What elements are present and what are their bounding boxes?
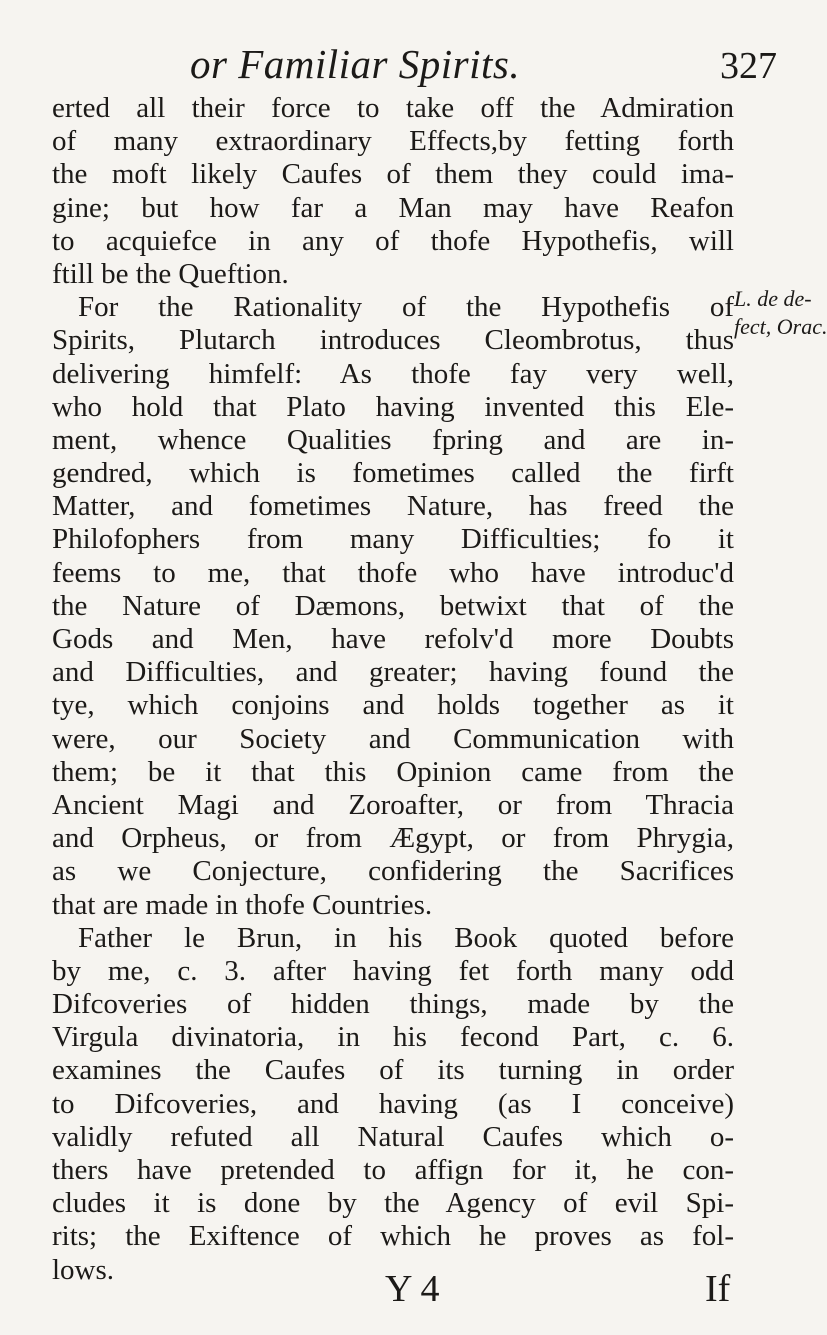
text-line: validly refuted all Natural Caufes which o- (52, 1120, 734, 1153)
body-text (52, 92, 734, 1287)
signature-mark: Y 4 (385, 1268, 440, 1310)
text-line: rits; the Exiftence of which he proves as fol- (52, 1220, 734, 1253)
text-line: lows. (52, 1253, 115, 1286)
text-line: Difcoveries of hidden things, made by the (52, 988, 734, 1021)
text-line: Ancient Magi and Zoroafter, or from Thracia (52, 788, 734, 821)
text-line: Gods and Men, have refolv'd more Doubts (52, 623, 734, 655)
page-footer (0, 1265, 800, 1325)
text-line: tye, which conjoins and holds together as it (52, 689, 734, 722)
text-line: Matter, and fometimes Nature, has freed the (52, 490, 734, 523)
text-line: the moft likely Caufes of them they could ima- (52, 158, 734, 191)
text-line: gine; but how far a Man may have Reafon (52, 191, 734, 224)
text-line: Spirits, Plutarch introduces Cleombrotus, thus (52, 324, 734, 357)
text-line: to Difcoveries, and having (as I conceive) (52, 1087, 734, 1120)
text-line: examines the Caufes of its turning in order (52, 1054, 734, 1087)
text-line: as we Conjecture, confidering the Sacrifices (52, 855, 734, 888)
text-line: Father le Brun, in his Book quoted before (78, 921, 734, 954)
text-line: of many extraordinary Effects,by fetting forth (52, 125, 734, 158)
text-line: ftill be the Queftion. (52, 257, 289, 290)
text-line: gendred, which is fometimes called the firft (52, 457, 734, 490)
text-line: were, our Society and Communication with (52, 722, 734, 755)
text-line: the Nature of Dæmons, betwixt that of the (52, 589, 734, 622)
text-line: erted all their force to take off the Admiration (52, 92, 734, 124)
text-line: Philofophers from many Difficulties; fo it (52, 523, 734, 556)
text-line: by me, c. 3. after having fet forth many odd (52, 954, 734, 987)
page-number: 327 (720, 45, 777, 87)
catchword: If (705, 1268, 731, 1310)
text-line: For the Rationality of the Hypothefis of (78, 291, 734, 324)
text-line: Virgula divinatoria, in his fecond Part, c. 6. (52, 1021, 734, 1054)
running-head: or Familiar Spirits. (190, 41, 521, 87)
text-line: ment, whence Qualities fpring and are in- (52, 423, 734, 456)
text-line: feems to me, that thofe who have introduc'd (52, 556, 734, 589)
text-line: and Orpheus, or from Ægypt, or from Phrygia, (52, 822, 734, 855)
text-line: delivering himfelf: As thofe fay very well, (52, 357, 734, 390)
text-line: who hold that Plato having invented this Ele- (52, 390, 734, 423)
text-line: to acquiefce in any of thofe Hypothefis, will (52, 224, 734, 257)
margin-note-line-1: L. de de- (734, 286, 812, 311)
text-line: that are made in thofe Countries. (52, 888, 433, 921)
text-line: cludes it is done by the Agency of evil Spi- (52, 1187, 734, 1220)
text-line: and Difficulties, and greater; having found the (52, 656, 734, 689)
margin-note-line-2: fect, Orac. (734, 314, 827, 339)
text-line: them; be it that this Opinion came from the (52, 755, 734, 788)
text-line: thers have pretended to affign for it, he con- (52, 1154, 734, 1186)
